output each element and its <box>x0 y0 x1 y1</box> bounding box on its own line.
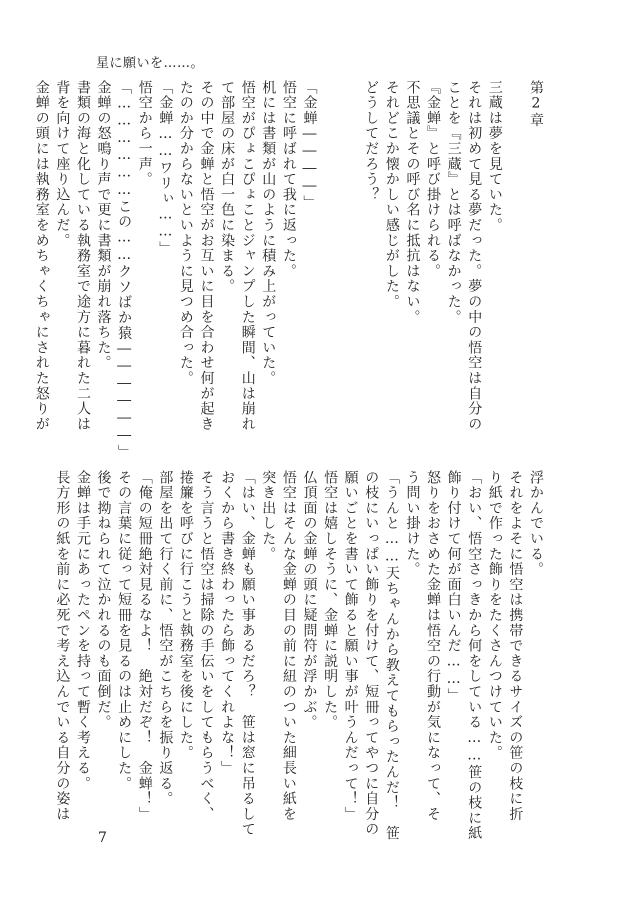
text-line: 「おい、悟空さっきから何をしている……笹の枝に紙 <box>466 470 483 842</box>
text-line: どうしてだろう？ <box>363 80 380 203</box>
text-line: り紙で作った飾りをたくさんつけていた。 <box>486 470 503 761</box>
text-line: 三蔵は夢を見ていた。 <box>486 80 503 233</box>
text-line: 浮かんでいる。 <box>528 470 544 578</box>
text-line: 悟空に呼ばれて我に返った。 <box>280 80 297 279</box>
text-line: 怒りをおさめた金蝉は悟空の行動が気になって、そ <box>425 470 442 822</box>
text-line: 仏頂面の金蝉の頭に疑問符が浮かぶ。 <box>301 470 318 731</box>
text-line: 「俺の短冊絶対見るなよ！ 絶対だぞ！ 金蝉！」 <box>136 470 153 822</box>
text-line: 『金蝉』と呼び掛けられる。 <box>425 80 442 279</box>
text-line <box>505 80 526 455</box>
text-line: おくから書き終わったら飾ってくれよな！」 <box>219 470 236 776</box>
text-line: 飾り付けて何が面白いんだ……」 <box>445 470 462 704</box>
text-line: それどこか懐かしい感じがした。 <box>383 80 400 310</box>
text-line: 「うんと……天ちゃんから教えてもらったんだ！ 笹 <box>383 470 400 842</box>
text-line: 悟空がぴょこぴょことジャンプした瞬間、山は崩れ <box>239 80 256 432</box>
text-line: 「………………この……クソばか猿――――――」 <box>116 80 133 460</box>
text-line: 長方形の紙を前に必死で考え込んでいる自分の姿は <box>54 470 71 822</box>
upper-text-block <box>33 80 546 460</box>
text-line: う問い掛けた。 <box>404 470 421 578</box>
text-line: 背を向けて座り込んだ。 <box>54 80 71 249</box>
text-line: 「金蝉……ワリぃ……」 <box>157 80 174 257</box>
text-line: の枝にいっぱい飾りを付けて、短冊ってやつに自分の <box>363 470 380 838</box>
text-line <box>319 80 340 455</box>
text-line: 机には書類が山のように積み上がっていた。 <box>260 80 277 386</box>
text-line: 捲簾を呼びに行こうと執務室を後にした。 <box>177 470 194 761</box>
page-number: 7 <box>98 830 107 846</box>
text-line: その言葉に従って短冊を見るのは止めにした。 <box>116 470 133 792</box>
text-line: 金蝉は手元にあったペンを持って暫く考える。 <box>74 470 91 792</box>
lower-text-block <box>54 470 546 842</box>
text-line: 突き出した。 <box>260 470 277 562</box>
text-line: その中で金蝉と悟空がお互いに目を合わせ何が起き <box>198 80 215 432</box>
text-line: 書類の海と化している執務室で途方に暮れた二人は <box>74 80 91 432</box>
text-line: 不思議とその呼び名に抵抗はない。 <box>404 80 421 325</box>
text-line: 「はい、金蝉も願い事あるだろ？ 笹は窓に吊るして <box>239 470 256 838</box>
text-line: 金蝉の怒鳴り声で更に書類が崩れ落ちた。 <box>95 80 112 371</box>
text-line: そう言うと悟空は掃除の手伝いをしてもらうべく、 <box>198 470 215 822</box>
text-line: 「金蝉――――」 <box>301 80 318 211</box>
text-line: 部屋を出て行く前に、悟空がこちらを振り返る。 <box>157 470 174 807</box>
text-line: 第2章 <box>528 80 544 128</box>
text-line: 願いごとを書いて飾ると願い事が叶うんだって！」 <box>342 470 359 822</box>
text-line: て部屋の床が白一色に染まる。 <box>219 80 236 295</box>
text-line: それをよそに悟空は携帯できるサイズの笹の枝に折 <box>507 470 524 822</box>
text-line: たのか分からないといように見つめ合った。 <box>177 80 194 386</box>
text-line: それは初めて見る夢だった。夢の中の悟空は自分の <box>466 80 483 432</box>
text-line: 後で拗ねられて泣かれるのも面倒だ。 <box>95 470 112 731</box>
text-line: ことを『三蔵』とは呼ばなかった。 <box>445 80 462 325</box>
text-line <box>340 80 361 455</box>
running-title: 星に願いを……。 <box>96 56 205 71</box>
text-line: 悟空から一声。 <box>136 80 153 188</box>
text-line: 金蝉の頭には執務室をめちゃくちゃにされた怒りが <box>33 80 50 432</box>
text-line: 悟空は嬉しそうに、金蝉に説明した。 <box>322 470 339 731</box>
text-line: 悟空はそんな金蝉の目の前に紐のついた細長い紙を <box>280 470 297 822</box>
